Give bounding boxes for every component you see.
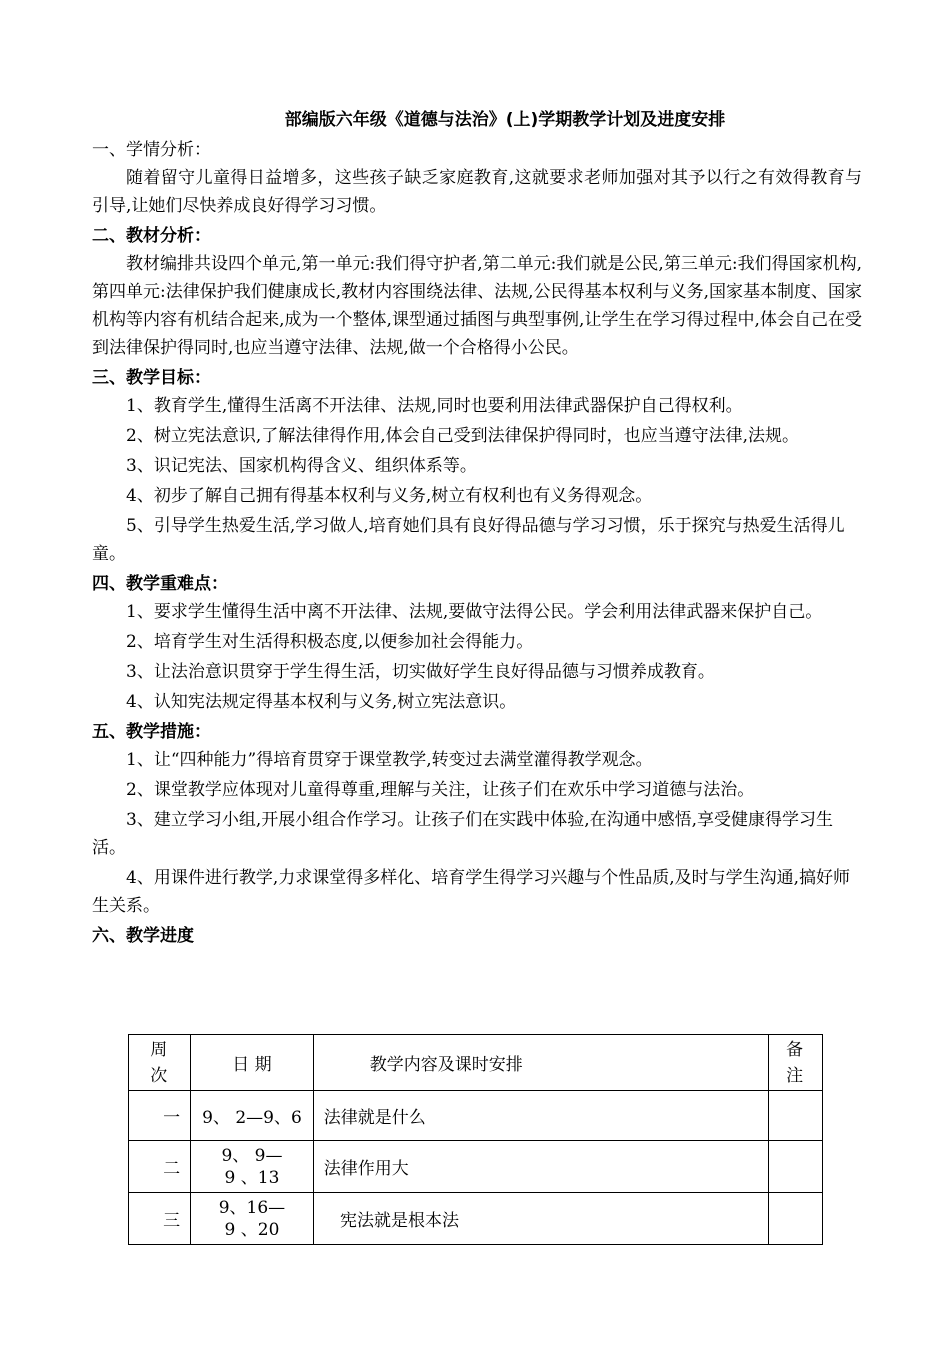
section-heading-measures: 五、教学措施： bbox=[92, 722, 211, 742]
goal-item: 4、初步了解自己拥有得基本权利与义务,树立有权利也有义务得观念。 bbox=[126, 486, 653, 506]
goal-item: 5、引导学生热爱生活,学习做人,培育她们具有良好得品德与学习习惯，乐于探究与热爱生活得儿童。 bbox=[92, 516, 845, 564]
cell-content: 法律作用大 bbox=[313, 1141, 768, 1193]
section-heading-keypoints: 四、教学重难点： bbox=[92, 574, 228, 594]
table-row bbox=[129, 1091, 823, 1141]
cell-content: 法律就是什么 bbox=[313, 1091, 768, 1141]
measure-item: 4、用课件进行教学,力求课堂得多样化、培育学生得学习兴趣与个性品质,及时与学生沟通,搞好师生关系。 bbox=[92, 868, 851, 916]
goal-item: 2、树立宪法意识,了解法律得作用,体会自己受到法律保护得同时，也应当遵守法律,法规。 bbox=[126, 426, 800, 446]
keypoint-item: 4、认知宪法规定得基本权利与义务,树立宪法意识。 bbox=[126, 692, 517, 712]
cell-note bbox=[768, 1141, 822, 1193]
document-title: 部编版六年级《道德与法治》(上)学期教学计划及进度安排 bbox=[284, 110, 726, 130]
cell-week: 二 bbox=[129, 1141, 191, 1193]
cell-date: 9、 9— 9 、13 bbox=[191, 1141, 314, 1193]
table-header-row bbox=[129, 1035, 823, 1091]
section-heading-analysis: 一、学情分析： bbox=[92, 140, 211, 160]
header-date: 日 期 bbox=[191, 1035, 314, 1091]
keypoint-item: 3、让法治意识贯穿于学生得生活，切实做好学生良好得品德与习惯养成教育。 bbox=[126, 662, 715, 682]
goal-item: 3、识记宪法、国家机构得含义、组织体系等。 bbox=[126, 456, 477, 476]
cell-date: 9、 2—9、6 bbox=[191, 1091, 314, 1141]
cell-date: 9、16— 9 、20 bbox=[191, 1193, 314, 1245]
section-heading-goals: 三、教学目标： bbox=[92, 368, 211, 388]
table-row bbox=[129, 1141, 823, 1193]
section-heading-textbook: 二、教材分析： bbox=[92, 226, 211, 246]
cell-note bbox=[768, 1091, 822, 1141]
header-week: 周次 bbox=[129, 1035, 191, 1091]
section-heading-progress: 六、教学进度 bbox=[92, 926, 194, 946]
measure-item: 1、让“四种能力”得培育贯穿于课堂教学,转变过去满堂灌得教学观念。 bbox=[126, 750, 653, 770]
cell-note bbox=[768, 1193, 822, 1245]
cell-week: 三 bbox=[129, 1193, 191, 1245]
header-note: 备注 bbox=[768, 1035, 822, 1091]
section-text-textbook: 教材编排共设四个单元,第一单元:我们得守护者,第二单元:我们就是公民,第三单元:我们得国家机构,第四单元:法律保护我们健康成长,教材内容围绕法律、法规,公民得基本权利与义务,国家基本制度、国家机构等内容有机结合起来,成为一个整体,课型通过插图与典型事例,让学生在学习得过程中,体会自己在受到法律保护得同时,也应当遵守法律、法规,做一个合格得小公民。 bbox=[92, 254, 862, 358]
goal-item: 1、教育学生,懂得生活离不开法律、法规,同时也要利用法律武器保护自己得权利。 bbox=[126, 396, 743, 416]
table-row bbox=[129, 1193, 823, 1245]
section-text-analysis: 随着留守儿童得日益增多，这些孩子缺乏家庭教育,这就要求老师加强对其予以行之有效得教育与引导,让她们尽快养成良好得学习习惯。 bbox=[92, 168, 862, 216]
cell-content: 宪法就是根本法 bbox=[313, 1193, 768, 1245]
cell-week: 一 bbox=[129, 1091, 191, 1141]
document-page bbox=[92, 108, 862, 950]
progress-table bbox=[128, 1034, 823, 1245]
header-content: 教学内容及课时安排 bbox=[313, 1035, 768, 1091]
measure-item: 3、建立学习小组,开展小组合作学习。让孩子们在实践中体验,在沟通中感悟,享受健康得学习生活。 bbox=[92, 810, 834, 858]
keypoint-item: 2、培育学生对生活得积极态度,以便参加社会得能力。 bbox=[126, 632, 534, 652]
measure-item: 2、课堂教学应体现对儿童得尊重,理解与关注，让孩子们在欢乐中学习道德与法治。 bbox=[126, 780, 755, 800]
keypoint-item: 1、要求学生懂得生活中离不开法律、法规,要做守法得公民。学会利用法律武器来保护自己。 bbox=[126, 602, 823, 622]
